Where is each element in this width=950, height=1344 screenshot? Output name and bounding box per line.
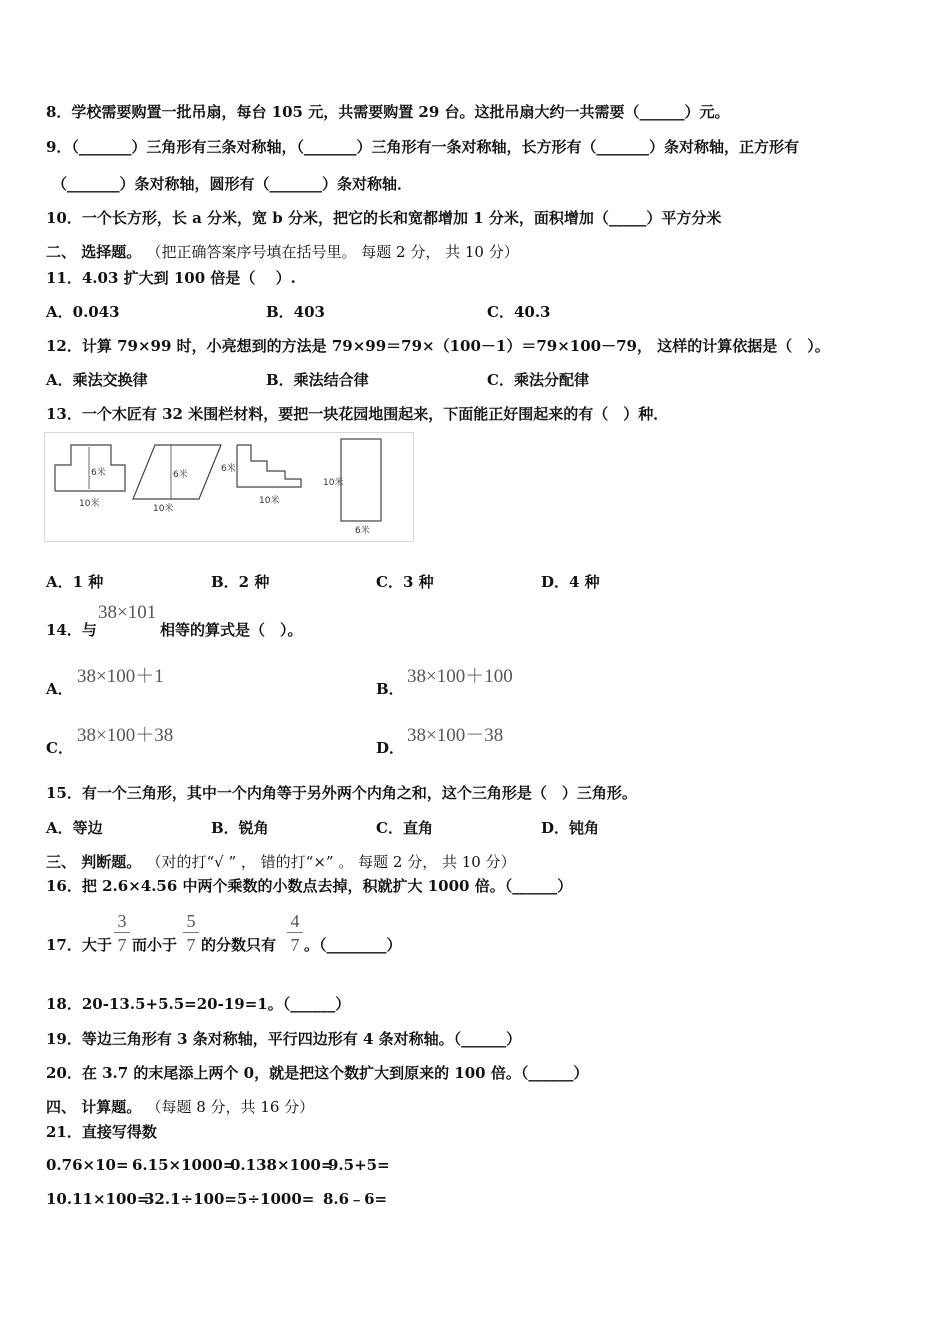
label-height-4: 10米 bbox=[323, 478, 344, 488]
q11-option-a: A．0.043 bbox=[46, 303, 120, 321]
shape-stepped-block bbox=[55, 445, 125, 491]
q14-option-b-label: B． bbox=[376, 680, 404, 698]
q14-option-d-expr: 38×100－38 bbox=[407, 725, 504, 746]
question-16: 16．把 2.6×4.56 中两个乘数的小数点去掉，积就扩大 1000 倍。（______） bbox=[46, 877, 573, 895]
calc-item: 6.15×1000= bbox=[132, 1156, 236, 1174]
calc-item: 32.1÷100= bbox=[144, 1190, 237, 1208]
q14-option-d-label: D． bbox=[376, 739, 405, 757]
q15-option-b: B．锐角 bbox=[211, 819, 269, 837]
question-20: 20．在 3.7 的末尾添上两个 0，就是把这个数扩大到原来的 100 倍。（______） bbox=[46, 1064, 589, 1082]
question-15-stem: 15．有一个三角形，其中一个内角等于另外两个内角之和，这个三角形是（ ）三角形。 bbox=[46, 784, 637, 802]
question-9-line-1: 9．（_______）三角形有三条对称轴，（_______）三角形有一条对称轴，长方形有（_______）条对称轴，正方形有 bbox=[46, 138, 799, 156]
calc-item: 5÷1000= bbox=[237, 1190, 315, 1208]
label-base-2: 10米 bbox=[153, 504, 174, 514]
calc-item: 10.11×100= bbox=[46, 1190, 150, 1208]
section-2-title: 二、 选择题。 bbox=[46, 243, 142, 261]
q17-frac3-num: 4 bbox=[287, 910, 303, 933]
question-18: 18．20-13.5+5.5=20-19=1。（______） bbox=[46, 995, 351, 1013]
q17-suffix: 。（________） bbox=[304, 936, 402, 954]
q11-option-c: C．40.3 bbox=[487, 303, 551, 321]
q17-frac2-num: 5 bbox=[183, 910, 199, 933]
question-21-stem: 21．直接写得数 bbox=[46, 1123, 157, 1141]
q13-option-a: A．1 种 bbox=[46, 573, 104, 591]
q17-fraction-2 bbox=[183, 910, 199, 955]
q12-option-a: A．乘法交换律 bbox=[46, 371, 148, 389]
question-13-stem: 13．一个木匠有 32 米围栏材料，要把一块花园地围起来，下面能正好围起来的有（ ）种． bbox=[46, 405, 669, 423]
q17-frac1-den: 7 bbox=[117, 935, 127, 955]
shape-rectangle bbox=[341, 439, 381, 521]
q13-option-d: D．4 种 bbox=[541, 573, 600, 591]
q17-fraction-3 bbox=[287, 910, 303, 955]
q13-option-c: C．3 种 bbox=[376, 573, 434, 591]
label-height-2: 6米 bbox=[173, 470, 188, 480]
q15-option-c: C．直角 bbox=[376, 819, 433, 837]
label-height-3: 6米 bbox=[221, 464, 236, 474]
label-base-4: 6米 bbox=[355, 526, 370, 536]
q12-option-c: C．乘法分配律 bbox=[487, 371, 589, 389]
label-height-1: 6米 bbox=[91, 468, 106, 478]
q15-option-d: D．钝角 bbox=[541, 819, 600, 837]
garden-shapes-figure bbox=[44, 432, 414, 542]
calc-item: 0.138×100= bbox=[230, 1156, 334, 1174]
q14-option-c-expr: 38×100＋38 bbox=[77, 725, 174, 746]
q17-frac1-num: 3 bbox=[114, 910, 130, 933]
label-base-1: 10米 bbox=[79, 499, 100, 509]
label-base-3: 10米 bbox=[259, 496, 280, 506]
q13-option-b: B．2 种 bbox=[211, 573, 270, 591]
shape-staircase bbox=[237, 445, 301, 487]
q14-option-c-label: C． bbox=[46, 739, 73, 757]
q14-option-a-expr: 38×100＋1 bbox=[77, 666, 164, 687]
section-4-heading bbox=[46, 1097, 314, 1117]
q15-option-a: A．等边 bbox=[46, 819, 103, 837]
q14-option-a-label: A． bbox=[46, 680, 73, 698]
q14-option-b-expr: 38×100＋100 bbox=[407, 666, 513, 687]
q17-mid-1: 而小于 bbox=[132, 936, 178, 954]
question-14-stem-after: 相等的算式是（ ）。 bbox=[160, 621, 303, 639]
question-12-stem: 12．计算 79×99 时，小亮想到的方法是 79×99＝79×（100－1）＝79×100－79， 这样的计算依据是（ ）。 bbox=[46, 337, 830, 355]
question-10: 10．一个长方形，长 a 分米，宽 b 分米，把它的长和宽都增加 1 分米，面积增加（_____）平方分米 bbox=[46, 209, 722, 227]
question-19: 19．等边三角形有 3 条对称轴，平行四边形有 4 条对称轴。（______） bbox=[46, 1030, 522, 1048]
q14-expression: 38×101 bbox=[98, 602, 157, 623]
section-3-note: （对的打“√ ” ， 错的打“×” 。 每题 2 分， 共 10 分） bbox=[146, 853, 516, 871]
question-9-line-2: （_______）条对称轴，圆形有（_______）条对称轴． bbox=[52, 175, 413, 193]
question-14-stem-before: 14．与 bbox=[46, 621, 97, 639]
section-4-title: 四、 计算题。 bbox=[46, 1098, 142, 1116]
q17-frac2-den: 7 bbox=[186, 935, 196, 955]
question-8: 8．学校需要购置一批吊扇，每台 105 元，共需要购置 29 台。这批吊扇大约一共需要（______）元。 bbox=[46, 103, 730, 121]
q17-fraction-1 bbox=[114, 910, 130, 955]
q11-option-b: B．403 bbox=[266, 303, 325, 321]
q17-prefix: 17．大于 bbox=[46, 936, 112, 954]
section-2-note: （把正确答案序号填在括号里。 每题 2 分， 共 10 分） bbox=[146, 243, 519, 261]
q17-frac3-den: 7 bbox=[290, 935, 300, 955]
section-3-heading bbox=[46, 852, 516, 872]
q12-option-b: B．乘法结合律 bbox=[266, 371, 369, 389]
q17-mid-2: 的分数只有 bbox=[201, 936, 277, 954]
calc-item: 8.6﹣6= bbox=[323, 1190, 388, 1208]
section-4-note: （每题 8 分，共 16 分） bbox=[146, 1098, 315, 1116]
question-11-stem: 11．4.03 扩大到 100 倍是（ ）. bbox=[46, 269, 296, 287]
calc-item: 0.76×10= bbox=[46, 1156, 129, 1174]
calc-item: 9.5+5= bbox=[328, 1156, 390, 1174]
section-3-title: 三、 判断题。 bbox=[46, 853, 142, 871]
section-2-heading bbox=[46, 242, 519, 262]
